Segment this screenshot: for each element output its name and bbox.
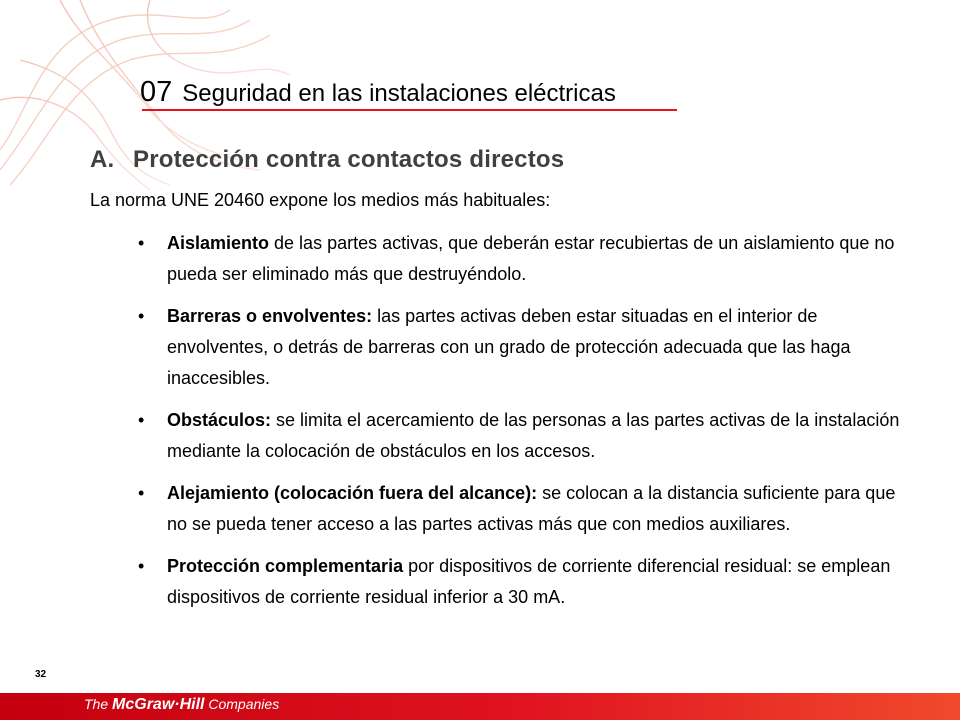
bullet-icon: • [138, 483, 145, 503]
bullet-list [138, 228, 918, 624]
footer-bar [0, 693, 960, 720]
chapter-heading [140, 76, 616, 109]
chapter-number: 07 [140, 76, 173, 108]
publisher-logo [84, 696, 279, 714]
section-letter: A. [90, 146, 115, 173]
bullet-icon: • [138, 410, 145, 430]
chapter-title: Seguridad en las instalaciones eléctricas [182, 80, 616, 107]
logo-suffix: Companies [208, 696, 280, 712]
list-item [138, 551, 918, 613]
page-number: 32 [35, 669, 47, 680]
logo-prefix: The [84, 696, 109, 712]
heading-underline [142, 109, 677, 111]
bullet-term: Barreras o envolventes: [167, 306, 373, 326]
bullet-term: Obstáculos: [167, 410, 272, 430]
list-item [138, 301, 918, 394]
bullet-icon: • [138, 306, 145, 326]
logo-main: McGraw·Hill [112, 696, 205, 713]
bullet-icon: • [138, 233, 145, 253]
bullet-term: Aislamiento [167, 233, 270, 253]
bullet-term: Protección complementaria [167, 556, 404, 576]
bullet-term: Alejamiento (colocación fuera del alcance): [167, 483, 538, 503]
section-heading [90, 146, 564, 174]
list-item [138, 405, 918, 467]
list-item [138, 228, 918, 290]
bullet-text: las partes activas deben estar situadas en el interior de envolventes, o detrás de barreras con un grado de protección adecuada que las haga inaccesibles. [167, 306, 851, 388]
bullet-text: se colocan a la distancia suficiente para que no se pueda tener acceso a las partes activas más que con medios auxiliares. [167, 483, 896, 534]
list-item [138, 478, 918, 540]
bullet-icon: • [138, 556, 145, 576]
bullet-text: por dispositivos de corriente diferencial residual: se emplean dispositivos de corriente residual inferior a 30 mA. [167, 556, 891, 607]
intro-text: La norma UNE 20460 expone los medios más habituales: [90, 190, 551, 210]
bullet-text: se limita el acercamiento de las personas a las partes activas de la instalación mediante la colocación de obstáculos en los accesos. [167, 410, 900, 461]
bullet-text: de las partes activas, que deberán estar recubiertas de un aislamiento que no pueda ser eliminado más que destruyéndolo. [167, 233, 895, 284]
section-title: Protección contra contactos directos [133, 146, 565, 173]
